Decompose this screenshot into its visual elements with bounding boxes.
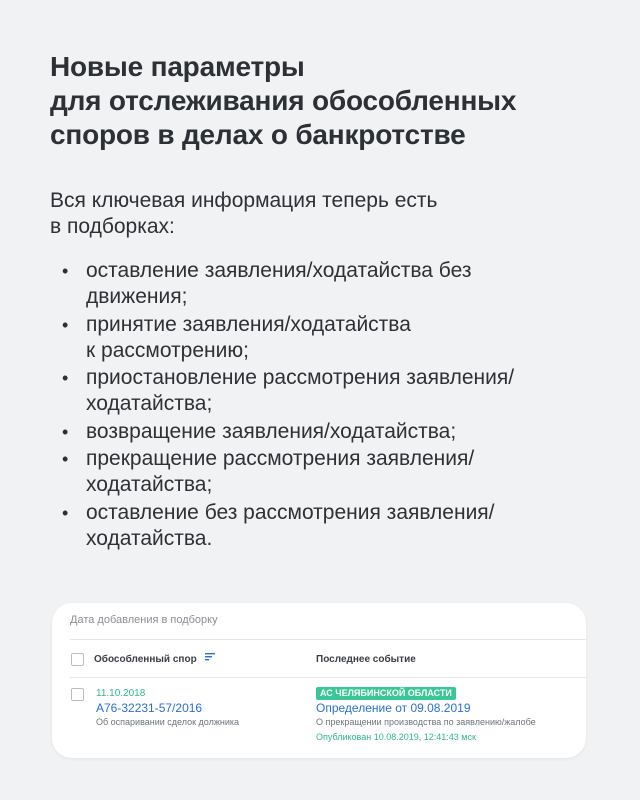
list-item-text: ходатайства; (86, 473, 213, 496)
bullet-icon: • (62, 502, 69, 523)
intro-line: в подборках: (50, 215, 175, 238)
divider (70, 677, 586, 678)
list-item-text: оставление без рассмотрения заявления/ (86, 500, 495, 524)
list-item-text: к рассмотрению; (86, 338, 249, 362)
list-item-text: ходатайства; (86, 392, 213, 415)
select-all-checkbox[interactable] (71, 653, 84, 666)
list-item-text: возвращение заявления/ходатайства; (86, 419, 457, 443)
divider (70, 639, 586, 640)
title-line: Новые параметры (50, 51, 305, 82)
list-item (62, 446, 622, 498)
bullet-icon: • (62, 261, 69, 281)
list-item (62, 500, 622, 552)
list-item (62, 365, 622, 417)
list-item-text: ходатайства. (86, 526, 213, 550)
list-item-text: движения; (86, 285, 188, 308)
results-table-card (52, 603, 586, 758)
bullet-icon: • (62, 449, 69, 469)
list-item-text: принятие заявления/ходатайства (86, 312, 411, 336)
bullet-icon: • (62, 421, 69, 442)
published-timestamp: Опубликован 10.08.2019, 12:41:43 мск (316, 732, 476, 742)
case-description: Об оспаривании сделок должника (96, 717, 240, 727)
row-checkbox[interactable] (71, 688, 84, 701)
sort-dropdown[interactable]: Дата добавления в подборку (70, 614, 218, 626)
column-header-dispute[interactable] (94, 654, 215, 665)
list-item (62, 258, 622, 310)
list-item-text: прекращение рассмотрения заявления/ (86, 447, 475, 470)
title-line: споров в делах о банкротстве (50, 119, 466, 150)
intro-line: Вся ключевая информация теперь есть (50, 189, 438, 212)
bullet-icon: • (62, 314, 69, 335)
feature-list (62, 258, 622, 553)
list-item (62, 312, 622, 364)
bullet-icon: • (62, 368, 69, 388)
page-title (50, 50, 610, 152)
event-link[interactable]: Определение от 09.08.2019 (316, 701, 471, 715)
title-line: для отслеживания обособленных (50, 85, 517, 116)
court-badge: АС ЧЕЛЯБИНСКОЙ ОБЛАСТИ (316, 687, 456, 700)
intro-text (50, 188, 610, 240)
column-header-label: Обособленный спор (94, 654, 197, 666)
list-item-text: оставление заявления/ходатайства без (86, 259, 472, 282)
list-item-text: приостановление рассмотрения заявления/ (86, 366, 515, 389)
row-date: 11.10.2018 (96, 688, 146, 699)
column-header-last-event[interactable]: Последнее событие (316, 654, 416, 665)
case-number-link[interactable]: А76-32231-57/2016 (96, 701, 203, 715)
event-description: О прекращении производства по заявлению/жалобе (316, 717, 536, 727)
list-item (62, 419, 622, 445)
sort-icon[interactable] (205, 653, 215, 664)
